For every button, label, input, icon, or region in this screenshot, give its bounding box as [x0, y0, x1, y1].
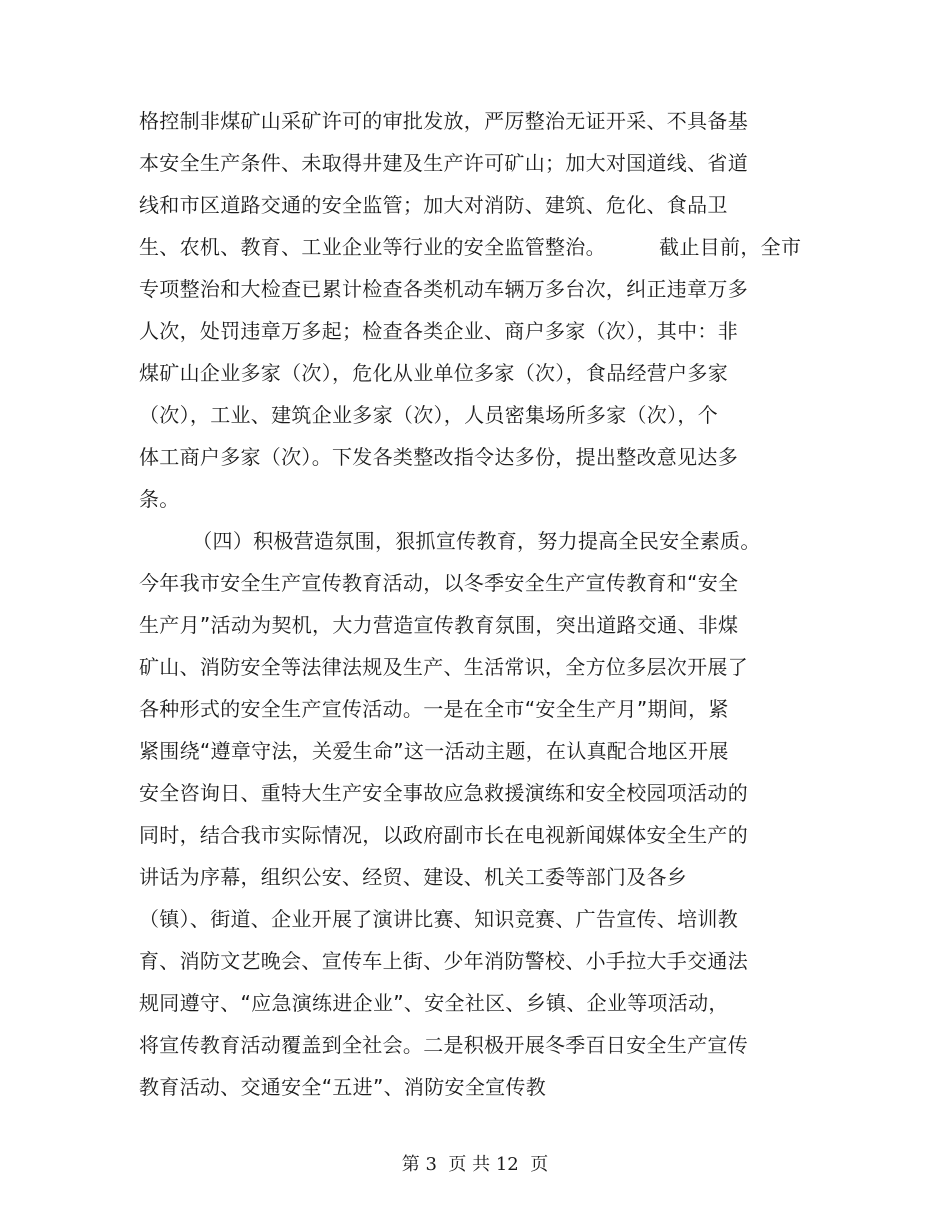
text-line: 格控制非煤矿山采矿许可的审批发放，严厉整治无证开采、不具备基 [139, 109, 748, 133]
text-line: 矿山、消防安全等法律法规及生产、生活常识，全方位多层次开展了 [139, 655, 748, 679]
text-line: 教育活动、交通安全“五进”、消防安全宣传教 [139, 1075, 547, 1099]
text-line: （镇）、街道、企业开展了演讲比赛、知识竞赛、广告宣传、培训教 [139, 907, 738, 931]
text-line: 专项整治和大检查已累计检查各类机动车辆万多台次，纠正违章万多 [139, 277, 748, 301]
text-line: 规同遵守、“应急演练进企业”、安全社区、乡镇、企业等项活动， [139, 991, 729, 1015]
text-line: 体工商户多家（次）。下发各类整改指令达多份，提出整改意见达多 [139, 445, 738, 469]
text-line: 各种形式的安全生产宣传活动。一是在全市“安全生产月”期间，紧 [139, 697, 729, 721]
text-line: 同时，结合我市实际情况，以政府副市长在电视新闻媒体安全生产的 [139, 823, 748, 847]
text-line: 人次，处罚违章万多起；检查各类企业、商户多家（次），其中：非 [139, 319, 738, 343]
paragraph-heading: （四）积极营造氛围，狠抓宣传教育，努力提高全民安全素质。 [139, 529, 761, 553]
page-number-footer: 第 3 页 共 12 页 [401, 1154, 549, 1175]
text-line: 安全咨询日、重特大生产安全事故应急救援演练和安全校园项活动的 [139, 781, 748, 805]
text-line: 线和市区道路交通的安全监管；加大对消防、建筑、危化、食品卫 [139, 193, 728, 217]
text-line: （次），工业、建筑企业多家（次），人员密集场所多家（次），个 [139, 403, 718, 427]
text-line: 育、消防文艺晚会、宣传车上街、少年消防警校、小手拉大手交通法 [139, 949, 748, 973]
text-line: 紧围绕“遵章守法，关爱生命”这一活动主题，在认真配合地区开展 [139, 739, 729, 763]
text-line: 生、农机、教育、工业企业等行业的安全监管整治。 截止目前，全市 [139, 235, 802, 259]
text-line: 条。 [139, 487, 180, 511]
text-line: 将宣传教育活动覆盖到全社会。二是积极开展冬季百日安全生产宣传 [139, 1033, 748, 1057]
text-line: 今年我市安全生产宣传教育活动，以冬季安全生产宣传教育和“安全 [139, 571, 739, 595]
text-line: 生产月”活动为契机，大力营造宣传教育氛围，突出道路交通、非煤 [139, 613, 739, 637]
text-line: 本安全生产条件、未取得井建及生产许可矿山；加大对国道线、省道 [139, 151, 748, 175]
text-line: 煤矿山企业多家（次），危化从业单位多家（次），食品经营户多家 [139, 361, 728, 385]
text-line: 讲话为序幕，组织公安、经贸、建设、机关工委等部门及各乡 [139, 865, 688, 889]
